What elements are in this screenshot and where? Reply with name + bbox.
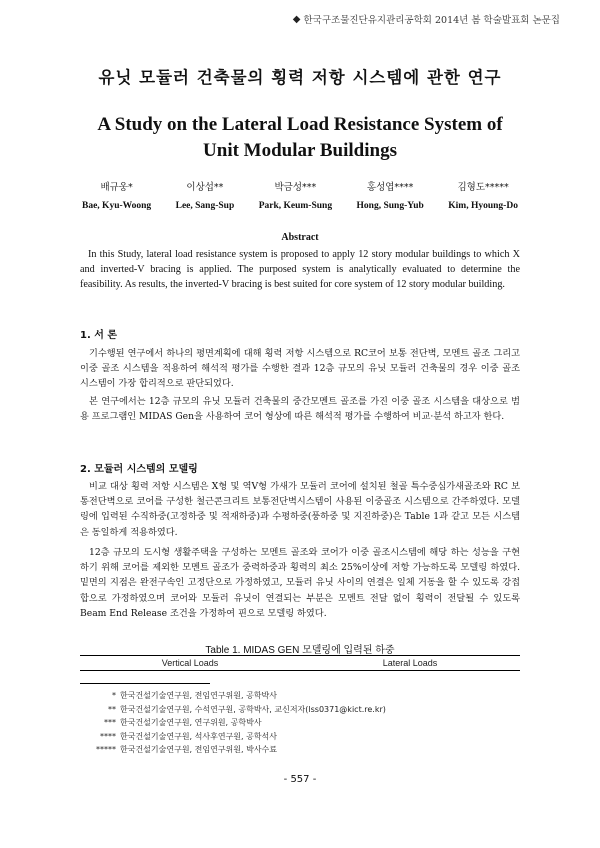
diamond-bullet-icon: ◆	[292, 13, 301, 25]
author	[176, 178, 235, 216]
table-header-vertical-loads: Vertical Loads	[161, 658, 219, 668]
footnote-mark: *	[112, 691, 116, 700]
section-1-paragraph-1: 기수행된 연구에서 하나의 평면계획에 대해 횡력 저항 시스템으로 RC코어 보통 전단벽, 모멘트 골조 그리고 이중 골조 시스템을 적용하여 해석적 평가를 수행한 결과 12층 규모의 유닛 모듈러 건축물의 경우 이중 골조 시스템이 가장 합리적으로 판단되었다.	[80, 348, 520, 390]
author	[259, 178, 332, 216]
abstract-body: In this Study, lateral load resistance system is proposed to apply 12 story modular buildings to which X and inverted-V bracing is applied. The purposed system is analytically evaluated to determine the feasibility. As results, the inverted-V bracing is best suited for core system of 12 story modular building.	[80, 249, 520, 290]
korean-title: 유닛 모듈러 건축물의 횡력 저항 시스템에 관한 연구	[98, 68, 502, 87]
page-number: - 557 -	[283, 774, 317, 785]
section-1-paragraph-2: 본 연구에서는 12층 규모의 유닛 모듈러 건축물의 중간모멘트 골조를 가진 이중 골조 시스템을 대상으로 범용 프로그램인 MIDAS Gen을 사용하여 코어 형상에 따른 해석적 평가를 수행하여 비교·분석 하고자 한다.	[80, 396, 520, 423]
author-list	[82, 178, 518, 216]
footnote	[76, 703, 386, 717]
footnotes	[76, 689, 386, 757]
english-title-line-2: Unit Modular Buildings	[203, 140, 397, 161]
table-1-header-row	[80, 655, 520, 671]
author-name-ko: 이상섭**	[186, 182, 224, 193]
author	[357, 178, 424, 216]
english-title	[60, 112, 540, 164]
section-2-paragraph-2: 12층 규모의 도시형 생활주택을 구성하는 모멘트 골조와 코어가 이중 골조시스템에 해당 하는 성능을 구현하기 위해 코어를 제외한 모멘트 골조가 중력하중과 횡력의 최소 25%이상에 저항 가능하도록 모델링 하였다. 밑면의 지점은 완전구속인 고정단으로 가정하였고, 모듈러 유닛 사이의 연결은 일체 거동을 할 수 있도록 강접합으로 가정하였으며 코어와 모듈러 유닛이 연결되는 부분은 모멘트 전달 없이 횡력이 전달될 수 있도록 Beam End Release 조건을 가정하여 핀으로 모델링 하였다.	[80, 547, 520, 619]
footnote	[76, 743, 386, 757]
footnote-divider	[80, 683, 210, 684]
footnote	[76, 689, 386, 703]
author-name-en: Hong, Sung-Yub	[356, 201, 424, 211]
footnote-text: 한국건설기술연구원, 수석연구원, 공학박사, 교신저자(lss0371@kict.re.kr)	[120, 704, 386, 714]
english-title-line-1: A Study on the Lateral Load Resistance System of	[97, 114, 503, 135]
author-name-ko: 박금성***	[274, 182, 317, 193]
author-name-en: Park, Keum-Sung	[258, 201, 333, 211]
footnote-mark: *****	[96, 745, 116, 754]
section-2-heading: 2. 모듈러 시스템의 모델링	[80, 464, 198, 475]
footnote-text: 한국건설기술연구원, 석사후연구원, 공학석사	[120, 731, 278, 741]
table-1-caption: Table 1. MIDAS GEN 모델링에 입력된 하중	[205, 645, 395, 656]
footnote-mark: ***	[104, 718, 116, 727]
footnote-text: 한국건설기술연구원, 전임연구위원, 박사수료	[120, 745, 278, 754]
running-header	[293, 12, 560, 26]
author	[82, 178, 151, 216]
author-name-ko: 배규웅*	[100, 182, 133, 193]
author	[448, 178, 518, 216]
footnote-mark: ****	[100, 731, 116, 741]
section-1-heading: 1. 서 론	[80, 330, 118, 341]
abstract-heading: Abstract	[281, 232, 319, 243]
author-name-ko: 김형도*****	[457, 182, 509, 193]
author-name-en: Bae, Kyu-Woong	[82, 201, 152, 211]
table-header-lateral-loads: Lateral Loads	[382, 658, 438, 668]
section-2-paragraph-1: 비교 대상 횡력 저항 시스템은 X형 및 역V형 가새가 모듈러 코어에 설치된 철골 특수중심가새골조와 RC 보통전단벽으로 코어를 구성한 철근콘크리트 보통전단벽시스템이 사용된 이중골조 시스템으로 간주하였다. 모델링에 입력된 수직하중(고정하중 및 적재하중)과 수평하중(풍하중 및 지진하중)은 Table 1과 같고 모든 시스템은 동일하게 적용하였다.	[80, 481, 520, 538]
footnote-text: 한국건설기술연구원, 전임연구위원, 공학박사	[120, 691, 278, 700]
footnote	[76, 730, 386, 744]
author-name-en: Kim, Hyoung-Do	[448, 201, 518, 211]
author-name-en: Lee, Sang-Sup	[175, 201, 235, 211]
footnote-mark: **	[108, 704, 116, 714]
running-title: 한국구조물진단유지관리공학회 2014년 봄 학술발표회 논문집	[303, 15, 560, 26]
footnote	[76, 716, 386, 730]
footnote-text: 한국건설기술연구원, 연구위원, 공학박사	[120, 718, 262, 727]
author-name-ko: 홍성엽****	[366, 182, 414, 193]
